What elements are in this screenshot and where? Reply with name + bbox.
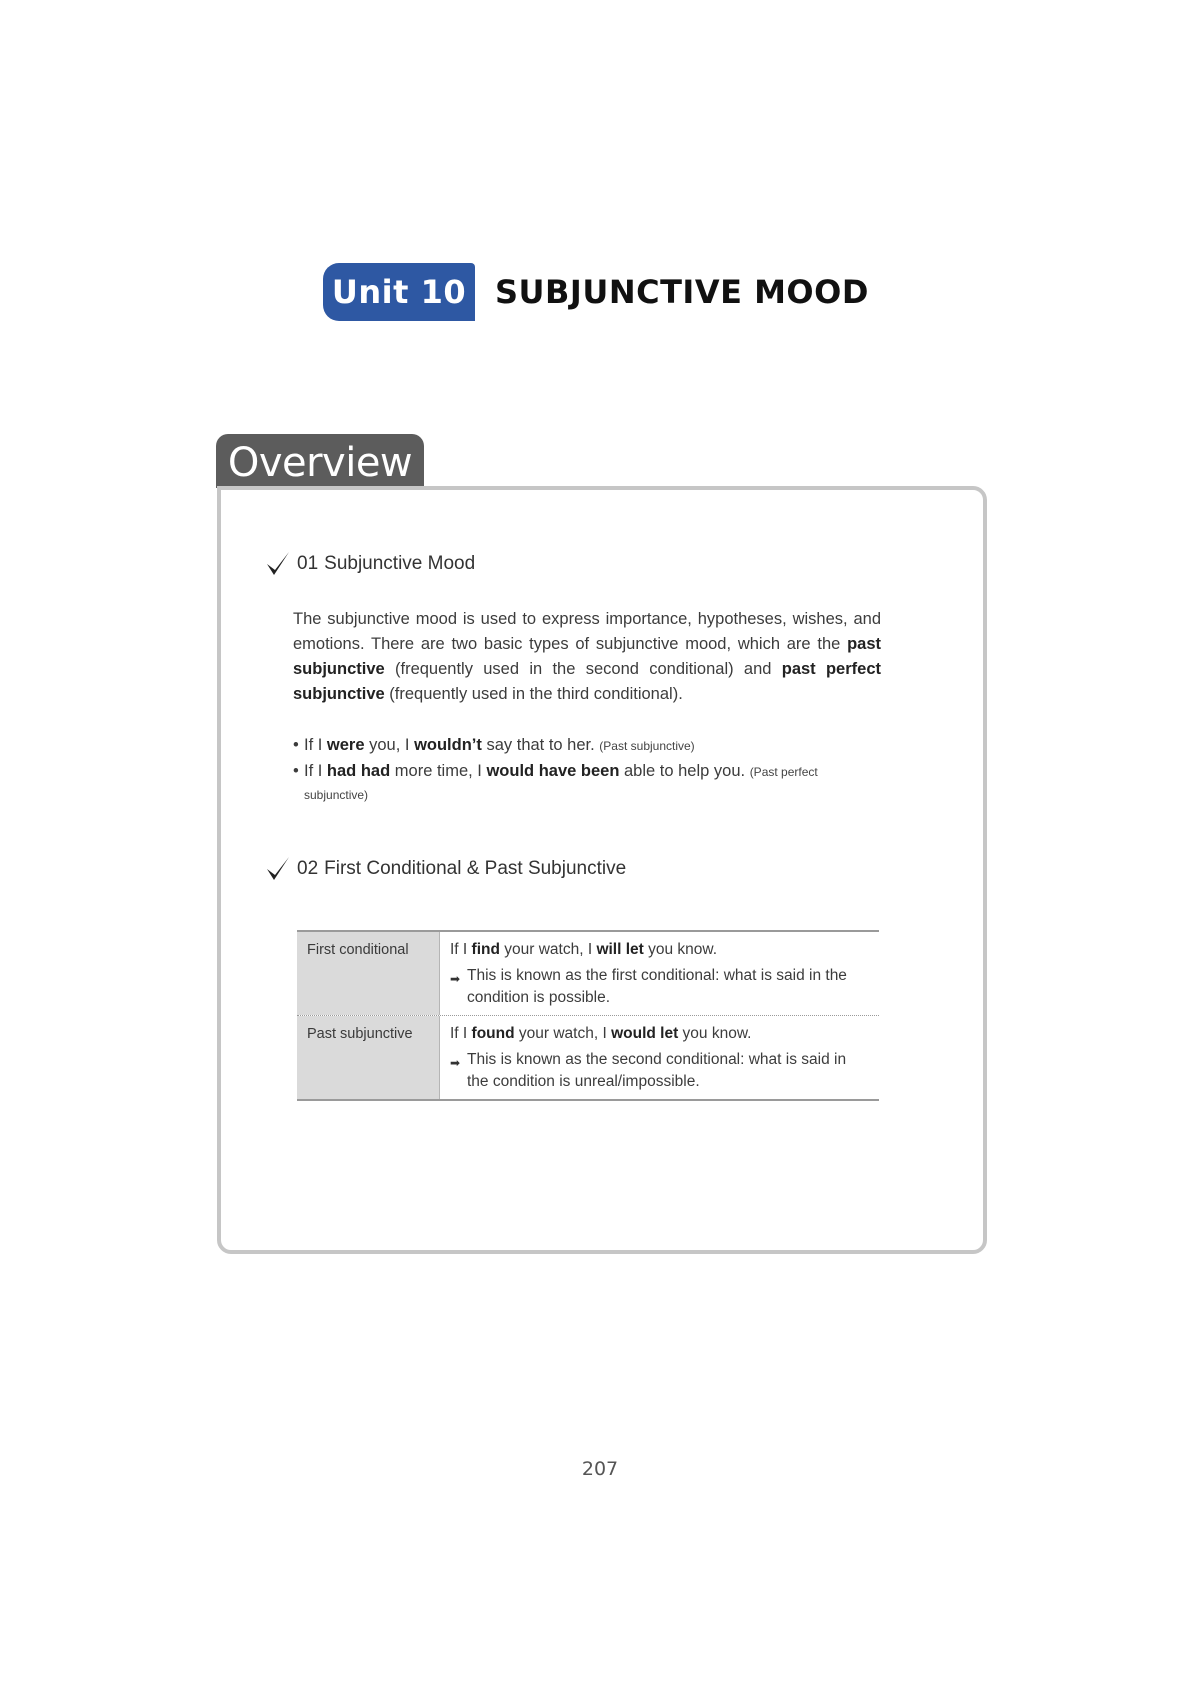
example-note: (Past subjunctive) (599, 739, 695, 753)
example-text: If I (450, 941, 472, 958)
example-bold: find (471, 941, 500, 958)
check-mark-icon (265, 550, 291, 578)
bullet: • (293, 762, 299, 780)
section-title: Subjunctive Mood (324, 553, 476, 574)
example-text: If I (450, 1025, 472, 1042)
note-text: This is known as the second conditional: what is said in the condition is unreal/impossible. (467, 1051, 847, 1090)
row-label: First conditional (297, 932, 440, 1015)
unit-badge: Unit 10 (323, 263, 475, 321)
row-note (450, 965, 869, 1009)
example-text: able to help you. (619, 762, 750, 780)
example-bold: will let (596, 941, 644, 958)
example-text: you, I (364, 736, 415, 754)
overview-box (217, 486, 987, 1254)
example-bold: were (326, 736, 365, 754)
example-text: If I (304, 762, 327, 780)
example-note: (Past perfect (749, 765, 818, 779)
paragraph-text: (frequently used in the second conditional) and (384, 660, 782, 678)
section-number: 01 (297, 553, 319, 574)
example-bold: had had (326, 762, 391, 780)
check-mark-icon (265, 855, 291, 883)
section-title: First Conditional & Past Subjunctive (324, 858, 627, 879)
unit-title: SUBJUNCTIVE MOOD (495, 273, 869, 311)
intro-paragraph (293, 607, 881, 707)
table-row (297, 1015, 879, 1099)
row-label: Past subjunctive (297, 1016, 440, 1099)
row-content (440, 932, 879, 1015)
example-item (293, 759, 873, 785)
example-bold: would let (611, 1025, 679, 1042)
section-number: 02 (297, 858, 319, 879)
example-bold: would have been (486, 762, 620, 780)
example-text: more time, I (390, 762, 487, 780)
paragraph-bold-term: past subjunctive (293, 635, 881, 678)
example-text: you know. (678, 1025, 752, 1042)
note-text: This is known as the first conditional: what is said in the condition is possible. (467, 967, 847, 1006)
conditional-table (297, 930, 879, 1101)
paragraph-text: (frequently used in the third conditional). (384, 685, 683, 703)
paragraph-text: The subjunctive mood is used to express importance, hypotheses, wishes, and emotions. There are two basic types of subjunctive mood, which are the (293, 610, 881, 653)
example-text: your watch, I (514, 1025, 612, 1042)
right-arrow-icon: ➡ (450, 972, 461, 986)
row-example (450, 939, 869, 961)
page-number: 207 (581, 1458, 619, 1480)
example-note-continued: subjunctive) (304, 788, 369, 802)
example-bold: found (471, 1025, 515, 1042)
row-note (450, 1049, 869, 1093)
section-heading-subjunctive-mood (265, 550, 475, 578)
example-text: you know. (643, 941, 718, 958)
row-content (440, 1016, 879, 1099)
example-text: your watch, I (499, 941, 597, 958)
row-example (450, 1023, 869, 1045)
paragraph-bold-term: past perfect subjunctive (293, 660, 881, 703)
unit-header (323, 262, 869, 322)
section-heading-first-conditional (265, 855, 626, 883)
example-text: If I (304, 736, 327, 754)
example-list (293, 733, 873, 805)
overview-tab: Overview (216, 434, 424, 488)
example-bold: wouldn’t (414, 736, 482, 754)
example-item (293, 733, 873, 759)
right-arrow-icon: ➡ (450, 1056, 461, 1070)
table-row (297, 932, 879, 1015)
example-text: say that to her. (481, 736, 600, 754)
bullet: • (293, 736, 299, 754)
